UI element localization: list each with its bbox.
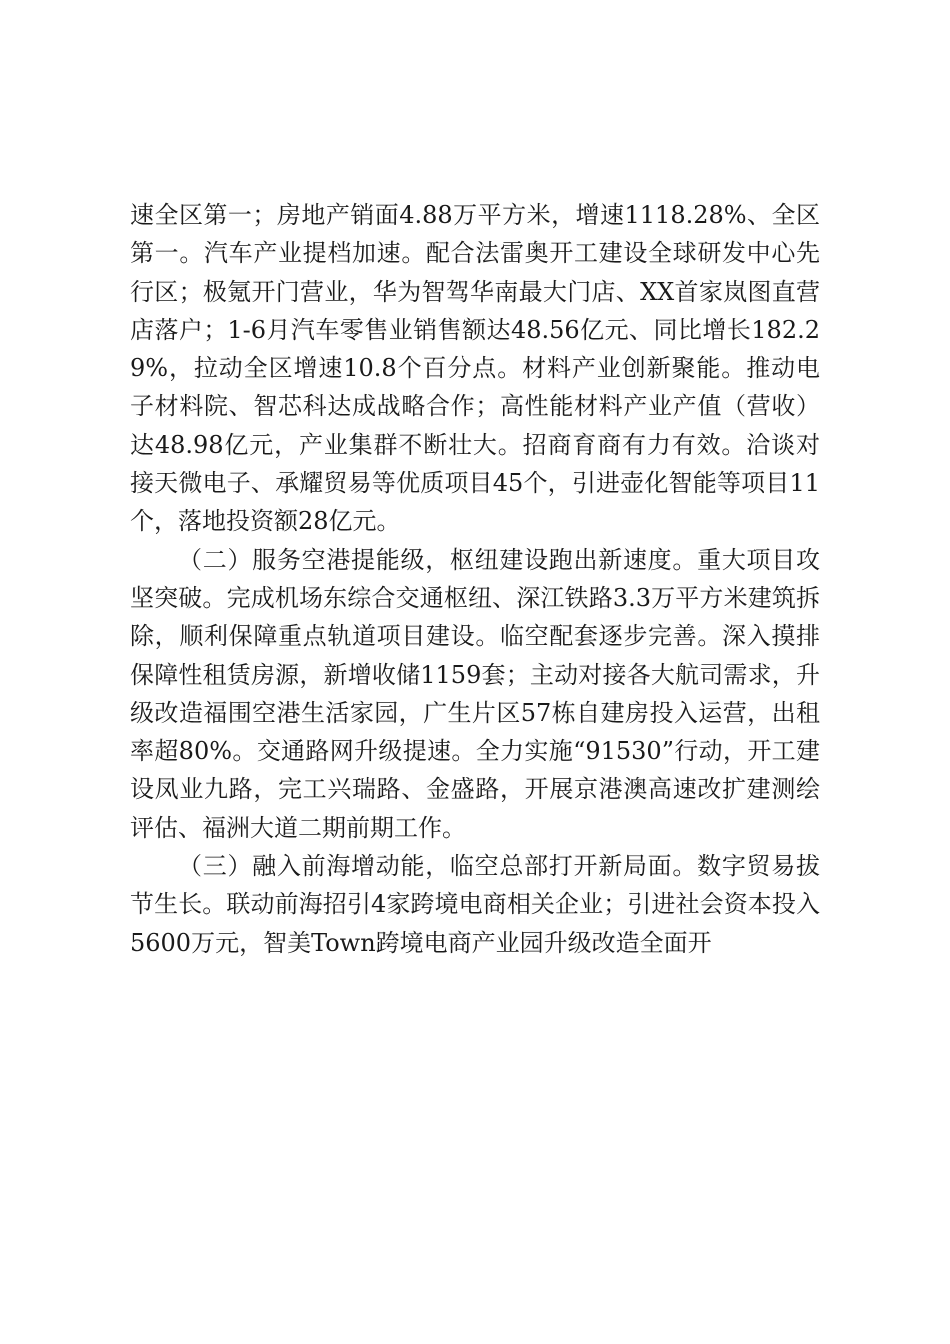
paragraph-section-three: （三）融入前海增动能，临空总部打开新局面。数字贸易拔节生长。联动前海招引4家跨境电商相关企业；引进社会资本投入5600万元，智美Town跨境电商产业园升级改造全面开 — [130, 852, 820, 957]
document-body — [130, 196, 820, 962]
paragraph-section-two: （二）服务空港提能级，枢纽建设跑出新速度。重大项目攻坚突破。完成机场东综合交通枢纽、深江铁路3.3万平方米建筑拆除，顺利保障重点轨道项目建设。临空配套逐步完善。深入摸排保障性租赁房源，新增收储1159套；主动对接各大航司需求，升级改造福围空港生活家园，广生片区57栋自建房投入运营，出租率超80%。交通路网升级提速。全力实施“91530”行动，开工建设凤业九路，完工兴瑞路、金盛路，开展京港澳高速改扩建测绘评估、福洲大道二期前期工作。 — [130, 545, 820, 842]
paragraph-continued: 速全区第一；房地产销面4.88万平方米，增速1118.28%、全区第一。汽车产业提档加速。配合法雷奥开工建设全球研发中心先行区；极氪开门营业，华为智驾华南最大门店、XX首家岚图直营店落户；1-6月汽车零售业销售额达48.56亿元、同比增长182.29%，拉动全区增速10.8个百分点。材料产业创新聚能。推动电子材料院、智芯科达成战略合作；高性能材料产业产值（营收）达48.98亿元，产业集群不断壮大。招商育商有力有效。洽谈对接天微电子、承耀贸易等优质项目45个，引进壶化智能等项目11个，落地投资额28亿元。 — [130, 201, 820, 536]
